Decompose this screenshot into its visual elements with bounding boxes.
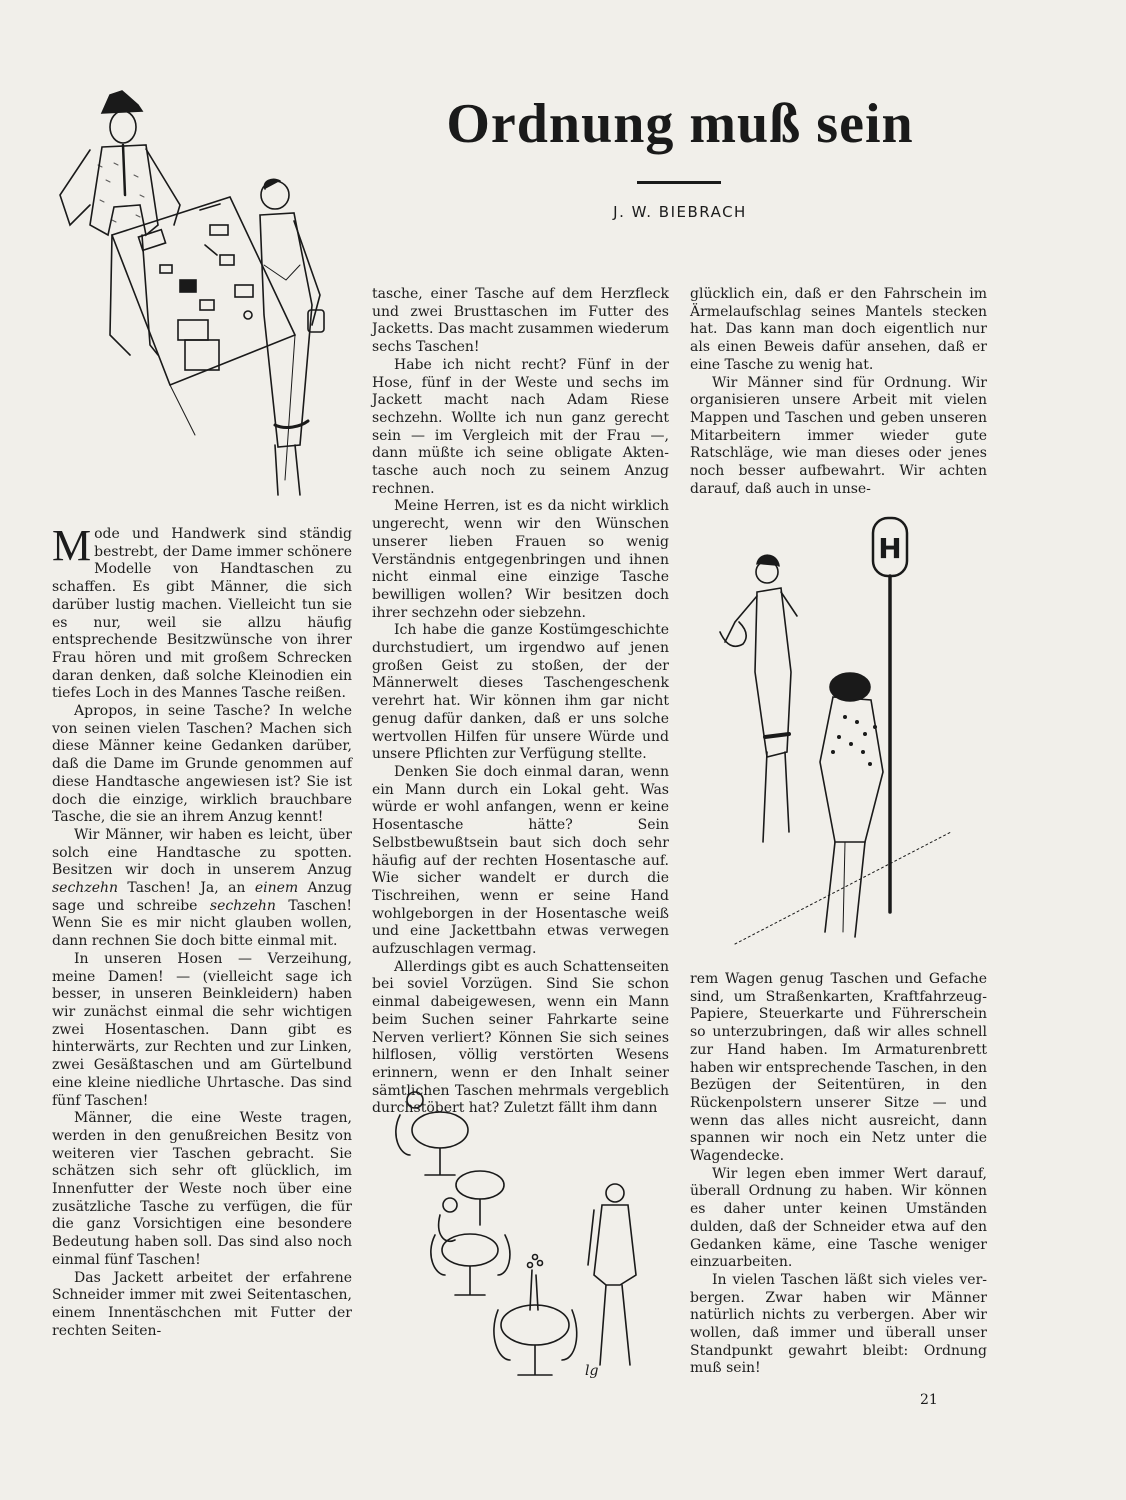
paragraph: Wir Männer, wir haben es leicht, über solch eine Handtasche zu spotten. Besitzen wir doch in unserem Anzug sechzehn Taschen! Ja, an einem Anzug sage und schreibe sechzehn Taschen! Wenn Sie es mir nicht glauben wollen, dann rechnen Sie doch bitte einmal mit. (52, 826, 352, 950)
illustration-bus-stop (715, 512, 955, 952)
illustration-cafe-tables (380, 1075, 665, 1380)
article-title: Ordnung muß sein (446, 93, 914, 155)
paragraph: Habe ich nicht recht? Fünf in der Hose, fünf in der Weste und sechs im Jackett macht nach Adam Riese sechzehn. Wollte ich nun ganz gerecht sein — im Vergleich mit der Frau —, dann müßte ich seine obligate Aktentasche auch noch zu seinem Anzug rechnen. (372, 356, 669, 497)
drop-cap: M (52, 521, 92, 570)
paragraph: Ich habe die ganze Kostümgeschichte durchstudiert, um irgendwo auf jenen großen Geist zu stoßen, der der Männerwelt dieses Taschengeschenk verehrt hat. Wir können ihm gar nicht genug dafür danken, daß er uns solche wertvollen Hilfen für unsere Würde und unsere Pflichten zur Verfügung stellte. (372, 622, 669, 763)
paragraph: Wir Männer sind für Ordnung. Wir organisieren unsere Arbeit mit vielen Mappen und Taschen und geben unseren Mitarbeitern immer wieder gute Ratschläge, wie man dieses oder jenes noch besser aufbewahrt. Wir achten darauf, daß auch in unse- (690, 374, 987, 497)
text-column-2 (372, 286, 669, 1118)
text-column-3-top (690, 286, 987, 498)
illustrator-signature: lg (585, 1363, 599, 1379)
paragraph: Mode und Handwerk sind ständig bestrebt, der Dame immer schönere Modelle von Handtaschen zu schaffen. Es gibt Männer, die sich darüber lustig machen. Vielleicht tun sie es nur, weil sie allzu häufig entsprechende Besitzwünsche von ihrer Frau hören und mit großem Schrecken daran denken, daß solche Kleinodien ein tiefes Loch in des Mannes Tasche reißen. (52, 521, 352, 702)
paragraph: rem Wagen genug Taschen und Gefache sind, um Straßenkarten, Kraftfahrzeug-Papiere, Steuerkarte und Führerschein so unterzubringen, daß wir alles schnell zur Hand haben. Im Armaturenbrett haben wir entsprechende Taschen, in den Bezügen der Seitentüren, in den Rückenpolstern unserer Sitze — und wenn das alles nicht ausreicht, dann spannen wir noch ein Netz unter die Wagendecke. (690, 971, 987, 1165)
title-rule (637, 181, 721, 184)
illustration-shop-counter (50, 85, 350, 500)
paragraph: Apropos, in seine Tasche? In welche von seinen vielen Taschen? Machen sich diese Männer keine Gedanken darüber, daß die Dame im Grunde genommen auf diese Handtasche angewiesen ist? Sie ist doch die einzige, wirklich brauchbare Tasche, die sie an ihrem Anzug kennt! (52, 703, 352, 826)
bus-stop-sign-letter: H (878, 532, 902, 565)
paragraph: In vielen Taschen läßt sich vieles verbergen. Zwar haben wir Männer natürlich nichts zu verbergen. Aber wir wollen, daß immer und überall unser Standpunkt gewahrt bleibt: Ordnung muß sein! (690, 1271, 987, 1377)
paragraph: Wir legen eben immer Wert darauf, überall Ordnung zu haben. Wir können es daher unter keinen Umständen dulden, daß der Schneider etwa auf den Gedanken käme, eine Tasche weniger einzuarbeiten. (690, 1165, 987, 1271)
paragraph: In unseren Hosen — Verzeihung, meine Damen! — (vielleicht sage ich besser, in unseren Beinkleidern) haben wir zunächst einmal die sehr wichtigen zwei Hosentaschen. Dann gibt es hinterwärts, zur Rechten und zur Linken, zwei Gesäßtaschen und am Gürtelbund eine kleine niedliche Uhrtasche. Das sind fünf Taschen! (52, 950, 352, 1109)
paragraph: Das Jackett arbeitet der erfahrene Schneider immer mit zwei Seitentaschen, einem Innentäschchen mit Futter der rechten Seiten- (52, 1269, 352, 1339)
paragraph: tasche, einer Tasche auf dem Herzfleck und zwei Brusttaschen im Futter des Jacketts. Das macht zusammen wiederum sechs Taschen! (372, 286, 669, 356)
paragraph: Allerdings gibt es auch Schattenseiten bei soviel Vorzügen. Sind Sie schon einmal dabeigewesen, wenn ein Mann beim Suchen seiner Fahrkarte seine Nerven verliert? Können Sie sich seines hilflosen, völlig verstörten Wesens erinnern, wenn er den Inhalt seiner sämtlichen Taschen mehrmals vergeblich durchstöbert hat? Zuletzt fällt ihm dann (372, 958, 669, 1117)
text-column-1 (52, 521, 352, 1340)
article-author: J. W. BIEBRACH (613, 203, 747, 221)
paragraph: Meine Herren, ist es da nicht wirklich ungerecht, wenn wir den Wünschen unserer lieben Frauen so wenig Verständnis entgegenbringen und ihnen nicht einmal eine einzige Tasche bewilligen wollen? Wir besitzen doch ihrer sechzehn oder siebzehn. (372, 498, 669, 621)
paragraph: Denken Sie doch einmal daran, wenn ein Mann durch ein Lokal geht. Was würde er wohl anfangen, wenn er keine Hosentasche hätte? Sein Selbstbewußtsein baut sich doch sehr häufig auf der rechten Hosentasche auf. Wie sicher wandelt er durch die Tischreihen, wenn er seine Hand wohlgeborgen in der Hosentasche weiß und eine Jackettbahn etwas verwegen aufzuschlagen vermag. (372, 763, 669, 958)
paragraph: Männer, die eine Weste tragen, werden in den genußreichen Besitz von weiteren vier Taschen gebracht. Sie schätzen sich sehr oft glücklich, im Innenfutter der Weste noch über eine zusätzliche Tasche zu verfügen, die für die ganz Vorsichtigen eine besondere Bedeutung haben soll. Das sind also noch einmal fünf Taschen! (52, 1110, 352, 1268)
text-column-3-bottom (690, 971, 987, 1378)
paragraph: glücklich ein, daß er den Fahrschein im Ärmelaufschlag seines Mantels stecken hat. Das kann man doch eigentlich nur als einen Beweis dafür ansehen, daß er eine Tasche zu wenig hat. (690, 286, 987, 373)
page-number: 21 (920, 1392, 938, 1408)
